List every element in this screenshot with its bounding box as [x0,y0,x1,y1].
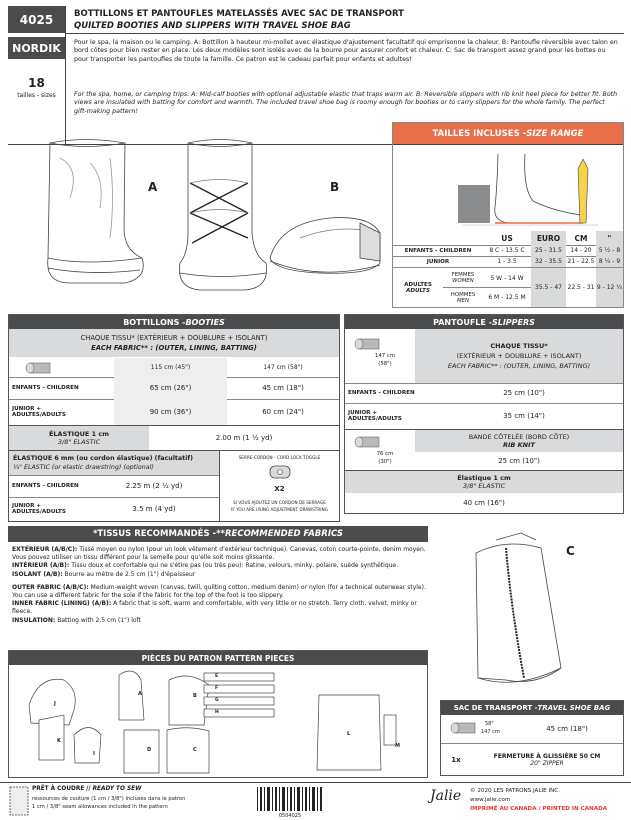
view-a-label: A [148,180,158,194]
rib-roll-icon [353,435,381,449]
view-b-label: B [330,180,340,194]
size-range-title: TAILLES INCLUSES - SIZE RANGE [393,123,623,144]
jalie-logo: Jalie [430,788,462,804]
footer: PRÊT À COUDRE // READY TO SEW ressources de couture (1 cm / 3/8") incluses dans le patron 1 cm / 3/8" seam allowances included in the pattern 0504025 Jalie © 2020 LES PATRONS JALIE INC. www.jalie.com IMPRIMÉ AU CANADA / PRINTED IN CANADA [0,782,631,820]
size-range-panel [392,122,624,308]
travel-bag-panel: SAC DE TRANSPORT - TRAVEL SHOE BAG 58" 147 cm 45 cm (18") 1x FERMETURE À GLISSIÈRE 50 CM 20" ZIPPER [440,700,624,776]
piece-m [384,715,396,745]
recommended-fabrics: *TISSUS RECOMMANDÉS - **RECOMMENDED FABRICS EXTÉRIEUR (A/B/C): Tissé moyen ou nylon (pour un look vêtement d'extérieur technique). Canevas, coton courte-pointe, denim moyen. Vous pouvez utiliser un tissu différent pour la semelle pour qu'elle soit moins glissante. INTÉRIEUR (A/B): Tissu doux et confortable qui ne s'étire pas (ou très peu): Ratine, velours, minky, polaire, suède synthétique. ISOLANT (A/B): Bourre au mètre de 2.5 cm (1") d'épaisseur OUTER FABRIC (A/B/C): Medium-weight woven (canvas, twill, quilting cotton, medium denim) or nylon (for a technical outerwear style). You can use a different fabric for the sole if the fabric for the top of the foot is too slippery. INNER FABRIC (LINING) (A/B): A fabric that is soft, warm and comfortable, with very little or no stretch. Terry cloth, velvet, minky or fleece. INSULATION: Batting with 2.5 cm (1") loft [8,526,428,646]
fabric-roll-icon [353,337,381,351]
pattern-code: 4025 [8,6,65,33]
description-en: For the spa, home, or camping trips. A: Mid-calf booties with optional adjustable elastic that traps warm air. B: Reversible slippers with rib knit heel piece for better fit. Both views are insulated with batting for comfort and warmth. The included travel shoe bag is roomy enough for booties or to carry slippers for the whole family. The perfect gift-making pattern! [74,91,618,115]
view-c-label: C [566,544,575,558]
piece-i [74,728,101,764]
pattern-name: NORDIK [8,37,65,59]
barcode [255,787,325,813]
foot-measure-illustration [453,149,603,229]
travel-bag-illustration [466,528,576,690]
slippers-panel: PANTOUFLE - SLIPPERS 147 cm (58") CHAQUE TISSU* (EXTÉRIEUR + DOUBLURE + ISOLANT) EACH FABRIC** : (OUTER, LINING, BATTING) ENFANTS - CHILDREN 25 cm (10") JUNIOR + ADULTES/ADULTS 35 cm (14") 76 cm (30") BANDE CÔTELÉE (BORD CÔTE) RIB KNIT 25 cm (10") Élastique 1 cm 3/8" ELASTIC 40 cm (16") [344,314,624,514]
pattern-pieces-diagram [9,665,427,777]
title-en: QUILTED BOOTIES AND SLIPPERS WITH TRAVEL SHOE BAG [74,21,351,31]
booties-panel: BOTTILLONS - BOOTIES CHAQUE TISSU* (EXTÉRIEUR + DOUBLURE + ISOLANT) EACH FABRIC** : (OUTER, LINING, BATTING) 115 cm (45") 147 cm (58") ENFANTS - CHILDREN 65 cm (26") 45 cm (18") JUNIOR + ADULTES/ADULTS 90 cm (36") 60 cm (24") ÉLASTIQUE 1 cm 3/8" ELASTIC 2.00 m (1 ½ yd) ÉLASTIQUE 6 mm (ou cordon élastique) (facultatif) ¼" ELASTIC (or elastic drawstring) (optional) ENFANTS - CHILDREN 2.25 m (2 ½ yd) JUNIOR + ADULTES/ADULTS 3.5 m (4 yd) SERRE-CORDON - CORD LOCK TOGGLE X2 SI VOUS AJOUTEZ UN CORDON DE SERRAGE IF YOU ARE USING ADJUSTMENT DRAWSTRING [8,314,340,522]
description-fr: Pour le spa, la maison ou le camping. A: Bottillon à hauteur mi-mollet avec élastique d'ajustement facultatif qui emprisonne la chaleur. B: Pantoufle réversible avec talon en bord côtes pour bien rester en place. Les deux modèles sont isolés avec de la bourre pour assurer confort et chaleur. C: Sac de transport assez grand pour les bottes ou pour transporter les pantoufles de toute la famille. Ce patron est le cadeau parfait pour enfants et adultes! [74,39,618,63]
title-fr: BOTTILLONS ET PANTOUFLES MATELASSÉS AVEC SAC DE TRANSPORT [74,9,404,19]
piece-d [124,730,159,773]
children-label: ENFANTS - CHILDREN [404,247,472,254]
slippers-title: PANTOUFLE - SLIPPERS [345,315,623,329]
fabric-roll-icon [24,361,52,375]
booties-title: BOTTILLONS - BOOTIES [9,315,339,329]
piece-b [169,676,209,725]
pattern-pieces-panel: PIÈCES DU PATRON PATTERN PIECES J A B K I D C E F G H L M [8,650,428,778]
sizes-label: tailles - sizes [17,92,56,99]
slipper-b-illustration [260,203,390,283]
fabric-roll-icon [449,721,477,735]
size-table: US EURO CM " ENFANTS - CHILDREN 8 C - 13.5 C 25 - 31.5 14 - 20 5 ½ - 8 JUNIOR 1 - 3.5 32 - 35.5 21 - 22.5 8 ¼ - 9 ADULTES ADULTS FEMMES WOMEN 5 W - 14 W HOMMES MEN 6 M - 12.5 M 35.5 - 47 22.5 - 31 9 - 12 ¼ [393,231,623,307]
piece-c [167,728,209,773]
ready-to-sew-icon [8,785,30,817]
sizes-count: 18 [28,76,45,90]
boot-a-illustration [170,138,270,298]
cord-lock-toggle-icon [269,465,291,479]
views-illustration [30,138,390,308]
